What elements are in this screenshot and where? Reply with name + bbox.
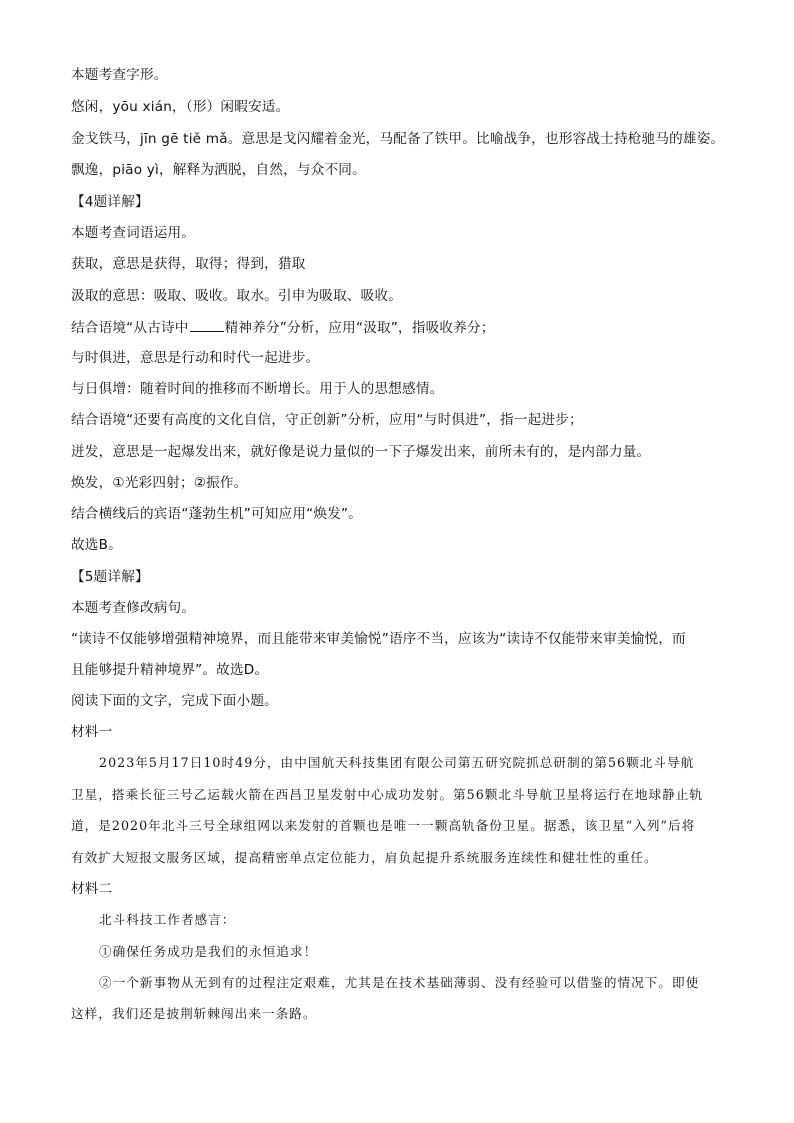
section-heading: 【4题详解】: [71, 194, 149, 210]
text-line: 迸发，意思是一起爆发出来，就好像是说力量似的一下子爆发出来，前所未有的，是内部力量。: [71, 444, 651, 460]
text-line: 有效扩大短报文服务区域，提高精密单点定位能力，肩负起提升系统服务连续性和健壮性的重任。: [71, 850, 658, 865]
text-line: 结合语境“还要有高度的文化自信，守正创新”分析，应用“与时俱进”，指一起进步；: [71, 412, 583, 428]
text-line: 本题考查修改病句。: [71, 600, 196, 616]
text-line: 悠闲，yōu xián，（形）闲暇安适。: [71, 99, 290, 115]
text-line: 汲取的意思：吸取、吸收。取水。引申为吸取、吸收。: [71, 288, 403, 304]
text-line: 2023年5月17日10时49分，由中国航天科技集团有限公司第五研究院抓总研制的第56颗北斗导航: [99, 755, 695, 770]
text-line: 故选B。: [71, 537, 122, 553]
material-heading: 材料一: [71, 724, 113, 740]
text-line: ②一个新事物从无到有的过程注定艰难，尤其是在技术基础薄弱、没有经验可以借鉴的情况下。即使: [99, 975, 700, 990]
text-line: ①确保任务成功是我们的永恒追求！: [99, 944, 318, 959]
section-heading: 【5题详解】: [71, 569, 149, 585]
text-line: 北斗科技工作者感言：: [99, 912, 236, 927]
text-line: 与时俱进，意思是行动和时代一起进步。: [71, 350, 320, 366]
text-line: 飘逸，piāo yì，解释为洒脱，自然，与众不同。: [71, 162, 366, 178]
text-line: 获取，意思是获得，取得；得到，猎取: [71, 256, 306, 272]
text-segment: 精神养分”分析，应用“汲取”，指吸收养分；: [224, 320, 495, 336]
text-line: 阅读下面的文字，完成下面小题。: [71, 693, 278, 709]
text-line: 结合横线后的宾语“蓬勃生机”可知应用“焕发”。: [71, 506, 363, 522]
text-segment: 结合语境“从古诗中: [71, 320, 189, 336]
text-line: 这样，我们还是披荆斩棘闯出来一条路。: [71, 1006, 317, 1021]
text-line: [71, 318, 495, 337]
material-heading: 材料二: [71, 881, 113, 897]
text-line: 本题考查词语运用。: [71, 225, 196, 241]
text-line: 且能够提升精神境界”。故选D。: [71, 662, 269, 678]
text-line: “读诗不仅能够增强精神境界，而且能带来审美愉悦”语序不当，应该为“读诗不仅能带来审美愉悦，而: [71, 631, 686, 647]
text-line: 焕发，①光彩四射；②振作。: [71, 475, 248, 491]
answer-blank: [190, 318, 224, 332]
text-line: 与日俱增：随着时间的推移而不断增长。用于人的思想感情。: [71, 381, 444, 397]
text-line: 金戈铁马，jīn gē tiě mǎ。意思是戈闪耀着金光，马配备了铁甲。比喻战争，也形容战士持枪驰马的雄姿。: [71, 131, 725, 147]
text-line: 本题考查字形。: [71, 67, 168, 83]
text-line: 道，是2020年北斗三号全球组网以来发射的首颗也是唯一一颗高轨备份卫星。据悉，该卫星“入列”后将: [71, 818, 696, 833]
text-line: 卫星，搭乘长征三号乙运载火箭在西昌卫星发射中心成功发射。第56颗北斗导航卫星将运行在地球静止轨: [71, 787, 704, 802]
